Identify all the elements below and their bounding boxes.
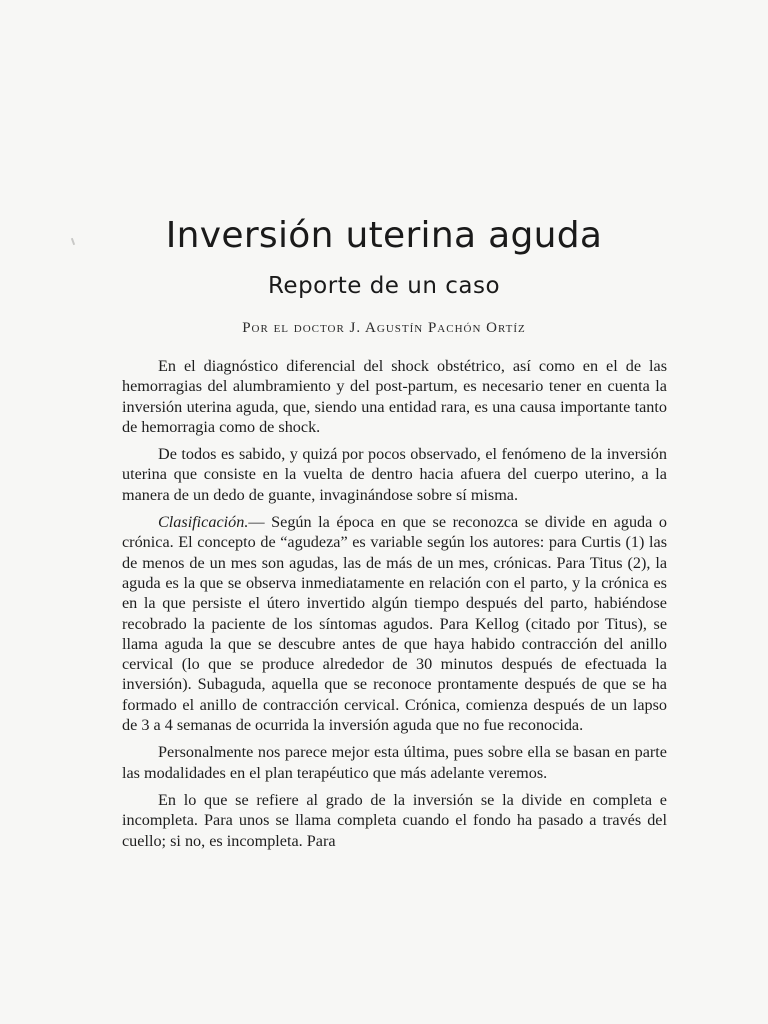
article-body [122, 356, 667, 858]
paragraph-text: En lo que se refiere al grado de la inversión se la divide en completa e incompleta. Para unos se llama completa cuando el fondo ha pasado a través del cuello; si no, es incompleta. Para [122, 790, 667, 850]
author-byline: Por el doctor J. Agustín Pachón Ortíz [242, 320, 526, 336]
paragraph-text: En el diagnóstico diferencial del shock obstétrico, así como en el de las hemorragias del alumbramiento y del post-partum, es necesario tener en cuenta la inversión uterina aguda, que, siendo una entidad rara, es una causa importante tanto de hemorragia como de shock. [122, 357, 667, 436]
paragraph-text: De todos es sabido, y quizá por pocos observado, el fenómeno de la inversión uterina que consiste en la vuelta de dentro hacia afuera del cuerpo uterino, a la manera de un dedo de guante, invaginándose sobre sí misma. [122, 445, 667, 504]
paragraph [122, 742, 667, 783]
paragraph-text: — Según la época en que se reconozca se divide en aguda o crónica. El concepto de “agudeza” es variable según los autores: para Curtis (1) las de menos de un mes son agudas, las de más de un mes, crónicas. Para Titus (2), la aguda es la que se observa inmediatamente en relación con el parto, y la crónica es en la que persiste el útero invertido algún tiempo después del parto, habiéndose recobrado la paciente de los síntomas agudos. Para Kellog (citado por Titus), se llama aguda la que se descubre antes de que haya habido contracción del anillo cervical (lo que se produce alrededor de 30 minutos después de efectuada la inversión). Subaguda, aquella que se reconoce prontamente después de que se ha formado el anillo de contracción cervical. Crónica, comienza después de un lapso de 3 a 4 semanas de ocurrida la inversión aguda que no fue reconocida. [122, 513, 667, 735]
paragraph-text: Personalmente nos parece mejor esta última, pues sobre ella se basan en parte las modalidades en el plan terapéutico que más adelante veremos. [122, 743, 667, 782]
section-lead: Clasificación. [158, 513, 249, 532]
paragraph [122, 512, 667, 735]
paragraph [122, 356, 667, 437]
paragraph [122, 444, 667, 505]
article-title: Inversión uterina aguda [165, 215, 603, 256]
paragraph [122, 790, 667, 851]
article-subtitle: Reporte de un caso [267, 273, 501, 299]
